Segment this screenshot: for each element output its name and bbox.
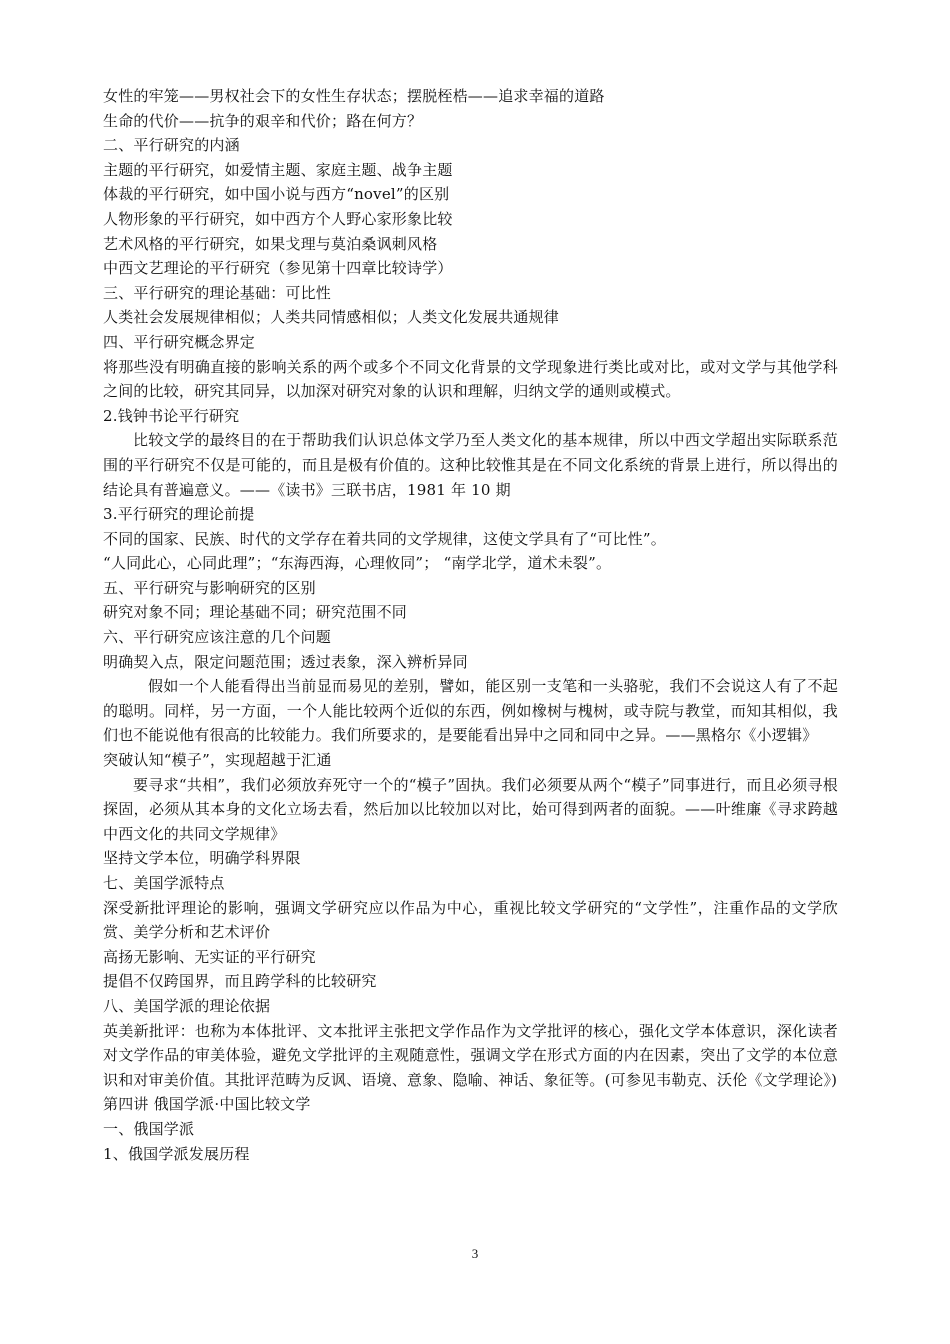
section-heading: 八、美国学派的理论依据 [103, 996, 271, 1015]
text-line: 突破认知“模子”，实现超越于汇通 [103, 751, 332, 770]
text-line: 坚持文学本位，明确学科界限 [103, 849, 301, 868]
document-body [103, 84, 838, 1166]
text-line: 高扬无影响、无实证的平行研究 [103, 947, 316, 966]
text-line: 中西文艺理论的平行研究（参见第十四章比较诗学） [103, 259, 453, 278]
definition-paragraph: 将那些没有明确直接的影响关系的两个或多个不同文化背景的文学现象进行类比或对比，或对文学与其他学科之间的比较，研究其同异，以加深对研究对象的认识和理解，归纳文学的通则或模式。 [103, 357, 838, 401]
quote-paragraph: 要寻求“共相”，我们必须放弃死守一个的“模子”固执。我们必须要从两个“模子”同事进行，而且必须寻根探固，必须从其本身的文化立场去看，然后加以比较加以对比，始可得到两者的面貌。——叶维廉《寻求跨越中西文化的共同文学规律》 [103, 775, 838, 843]
text-paragraph: 深受新批评理论的影响，强调文学研究应以作品为中心，重视比较文学研究的“文学性”，注重作品的文学欣赏、美学分析和艺术评价 [103, 898, 838, 942]
section-heading: 三、平行研究的理论基础：可比性 [103, 283, 332, 302]
section-heading: 二、平行研究的内涵 [103, 136, 240, 155]
text-line: 生命的代价——抗争的艰辛和代价；路在何方？ [103, 111, 423, 130]
text-line: 提倡不仅跨国界，而且跨学科的比较研究 [103, 972, 377, 991]
page-number: 3 [471, 1246, 479, 1261]
subsection-heading: 2.钱钟书论平行研究 [103, 406, 240, 425]
section-heading: 一、俄国学派 [103, 1119, 195, 1138]
text-line: 明确契入点，限定问题范围；透过表象，深入辨析异同 [103, 652, 468, 671]
section-heading: 七、美国学派特点 [103, 874, 225, 892]
quote-paragraph: 比较文学的最终目的在于帮助我们认识总体文学乃至人类文化的基本规律，所以中西文学超出实际联系范围的平行研究不仅是可能的，而且是极有价值的。这种比较惟其是在不同文化系统的背景上进行，所以得出的结论具有普遍意义。——《读书》三联书店，1981 年 10 期 [103, 431, 838, 499]
text-line: 体裁的平行研究，如中国小说与西方“novel”的区别 [103, 185, 450, 204]
section-heading: 六、平行研究应该注意的几个问题 [103, 628, 332, 647]
text-line: 人类社会发展规律相似；人类共同情感相似；人类文化发展共通规律 [103, 308, 560, 327]
text-line: “人同此心，心同此理”；“东海西海，心理攸同”； “南学北学，道术未裂”。 [103, 554, 612, 573]
text-line: 人物形象的平行研究，如中西方个人野心家形象比较 [103, 209, 453, 228]
subsection-heading: 3.平行研究的理论前提 [103, 505, 255, 524]
text-line: 艺术风格的平行研究，如果戈理与莫泊桑讽刺风格 [103, 234, 438, 253]
text-line: 不同的国家、民族、时代的文学存在着共同的文学规律，这使文学具有了“可比性”。 [103, 529, 666, 548]
subsection-heading: 1、俄国学派发展历程 [103, 1144, 250, 1163]
text-line: 主题的平行研究，如爱情主题、家庭主题、战争主题 [103, 160, 453, 179]
quote-paragraph: 假如一个人能看得出当前显而易见的差别，譬如，能区别一支笔和一头骆驼，我们不会说这人有了不起的聪明。同样，另一方面，一个人能比较两个近似的东西，例如橡树与槐树，或寺院与教堂，而知其相似，我们也不能说他有很高的比较能力。我们所要求的，是要能看出异中之同和同中之异。——黑格尔《小逻辑》 [103, 677, 838, 745]
text-line: 女性的牢笼——男权社会下的女性生存状态；摆脱桎梏——追求幸福的道路 [103, 87, 605, 105]
lecture-heading: 第四讲 俄国学派·中国比较文学 [103, 1095, 311, 1114]
section-heading: 四、平行研究概念界定 [103, 332, 256, 351]
text-line: 研究对象不同；理论基础不同；研究范围不同 [103, 603, 408, 622]
text-paragraph: 英美新批评：也称为本体批评、文本批评主张把文学作品作为文学批评的核心，强化文学本体意识，深化读者对文学作品的审美体验，避免文学批评的主观随意性，强调文学在形式方面的内在因素，突出了文学的本位意识和对审美价值。其批评范畴为反讽、语境、意象、隐喻、神话、象征等。(可参见韦勒克、沃伦《文学理论》) [103, 1021, 838, 1089]
section-heading: 五、平行研究与影响研究的区别 [103, 578, 316, 597]
